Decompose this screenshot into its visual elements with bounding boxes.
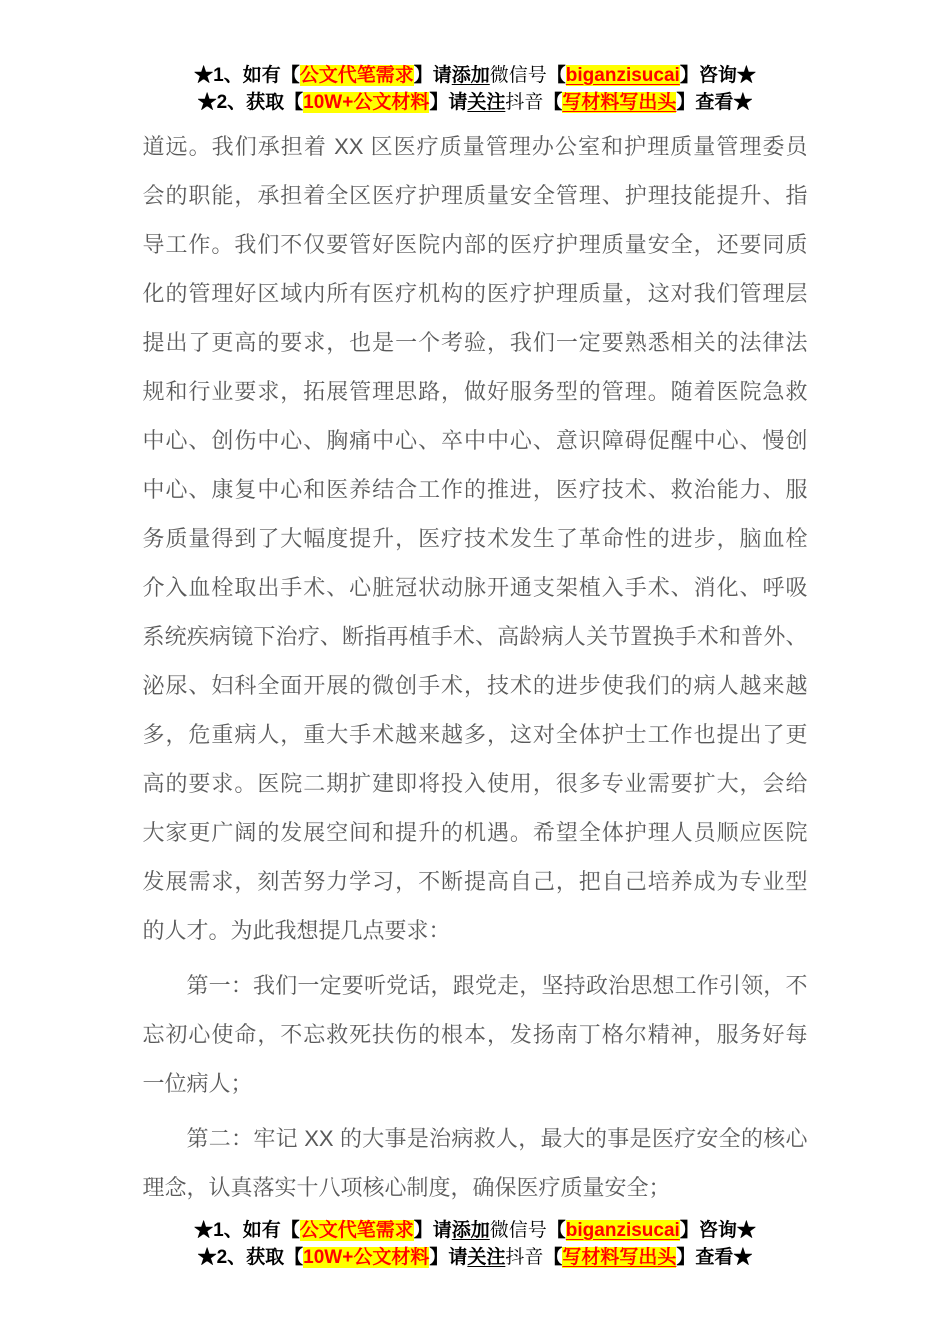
promo-text: 微信号 [489,1220,547,1241]
action-add-text: 添加 [451,65,490,86]
text-line: 一位病人； [142,1071,253,1096]
promo-text: 】咨询★ [679,65,756,86]
promo-text: 【 [543,1247,563,1268]
text-line: 泌尿、妇科全面开展的微创手术，技术的进步使我们的病人越来越 [142,673,808,698]
text-line: 忘初心使命，不忘救死扶伤的根本，发扬南丁格尔精神，服务好每 [142,1022,808,1047]
keyword-highlight: 10W+公文材料 [303,92,430,113]
promo-text: 】查看★ [676,92,753,113]
text-line: 提出了更高的要求，也是一个考验，我们一定要熟悉相关的法律法 [142,330,808,355]
promo-text: 抖音 [505,1247,544,1268]
promo-text: 】查看★ [676,1247,753,1268]
promo-line [0,62,950,89]
paragraph [143,1114,808,1212]
wechat-id: biganzisucai [565,1220,680,1241]
text-line: 的人才。为此我想提几点要求： [142,918,451,943]
header-promo-banner [0,0,950,116]
keyword-highlight: 10W+公文材料 [303,1247,430,1268]
promo-text: 【 [546,65,566,86]
promo-text: 】请 [429,92,468,113]
text-line: 导工作。我们不仅要管好医院内部的医疗护理质量安全，还要同质 [142,232,808,257]
promo-line [0,89,950,116]
promo-text: 】请 [413,1220,452,1241]
text-line: 大家更广阔的发展空间和提升的机遇。希望全体护理人员顺应医院 [142,820,808,845]
promo-line [0,1217,950,1244]
action-follow-text: 关注 [467,1247,506,1268]
keyword-highlight: 公文代笔需求 [299,65,414,86]
text-line: 中心、创伤中心、胸痛中心、卒中中心、意识障碍促醒中心、慢创 [142,428,808,453]
text-line: 务质量得到了大幅度提升，医疗技术发生了革命性的进步，脑血栓 [142,526,808,551]
action-follow-text: 关注 [467,92,506,113]
promo-text: 】请 [429,1247,468,1268]
text-line: 规和行业要求，拓展管理思路，做好服务型的管理。随着医院急救 [142,379,808,404]
promo-text: 【 [546,1220,566,1241]
text-line: 中心、康复中心和医养结合工作的推进，医疗技术、救治能力、服 [142,477,808,502]
promo-text: ★1、如有【 [194,65,300,86]
promo-text: ★2、获取【 [197,1247,304,1268]
promo-text: ★2、获取【 [197,92,304,113]
promo-text: 【 [543,92,563,113]
promo-line [0,1244,950,1271]
text-line: 多，危重病人，重大手术越来越多，这对全体护士工作也提出了更 [142,722,808,747]
douyin-handle: 写材料写出头 [562,92,677,113]
paragraph [143,122,808,955]
promo-text: 微信号 [489,65,547,86]
promo-text: 】请 [413,65,452,86]
document-body [143,122,808,1212]
text-line: 第一：我们一定要听党话，跟党走，坚持政治思想工作引领，不 [186,973,808,998]
text-line: 化的管理好区域内所有医疗机构的医疗护理质量，这对我们管理层 [142,281,808,306]
text-line: 发展需求，刻苦努力学习，不断提高自己，把自己培养成为专业型 [142,869,808,894]
douyin-handle: 写材料写出头 [562,1247,677,1268]
wechat-id: biganzisucai [565,65,680,86]
action-add-text: 添加 [451,1220,490,1241]
paragraph [143,961,808,1108]
keyword-highlight: 公文代笔需求 [299,1220,414,1241]
text-line: 道远。我们承担着 XX 区医疗质量管理办公室和护理质量管理委员 [142,134,808,159]
promo-text: 】咨询★ [679,1220,756,1241]
text-line: 高的要求。医院二期扩建即将投入使用，很多专业需要扩大，会给 [142,771,808,796]
text-line: 会的职能，承担着全区医疗护理质量安全管理、护理技能提升、指 [142,183,808,208]
text-line: 介入血栓取出手术、心脏冠状动脉开通支架植入手术、消化、呼吸 [142,575,808,600]
promo-text: 抖音 [505,92,544,113]
promo-text: ★1、如有【 [194,1220,300,1241]
text-line: 系统疾病镜下治疗、断指再植手术、高龄病人关节置换手术和普外、 [142,624,808,649]
text-line: 理念，认真落实十八项核心制度，确保医疗质量安全； [142,1175,671,1200]
footer-promo-banner [0,1217,950,1271]
text-line: 第二：牢记 XX 的大事是治病救人，最大的事是医疗安全的核心 [186,1126,808,1151]
